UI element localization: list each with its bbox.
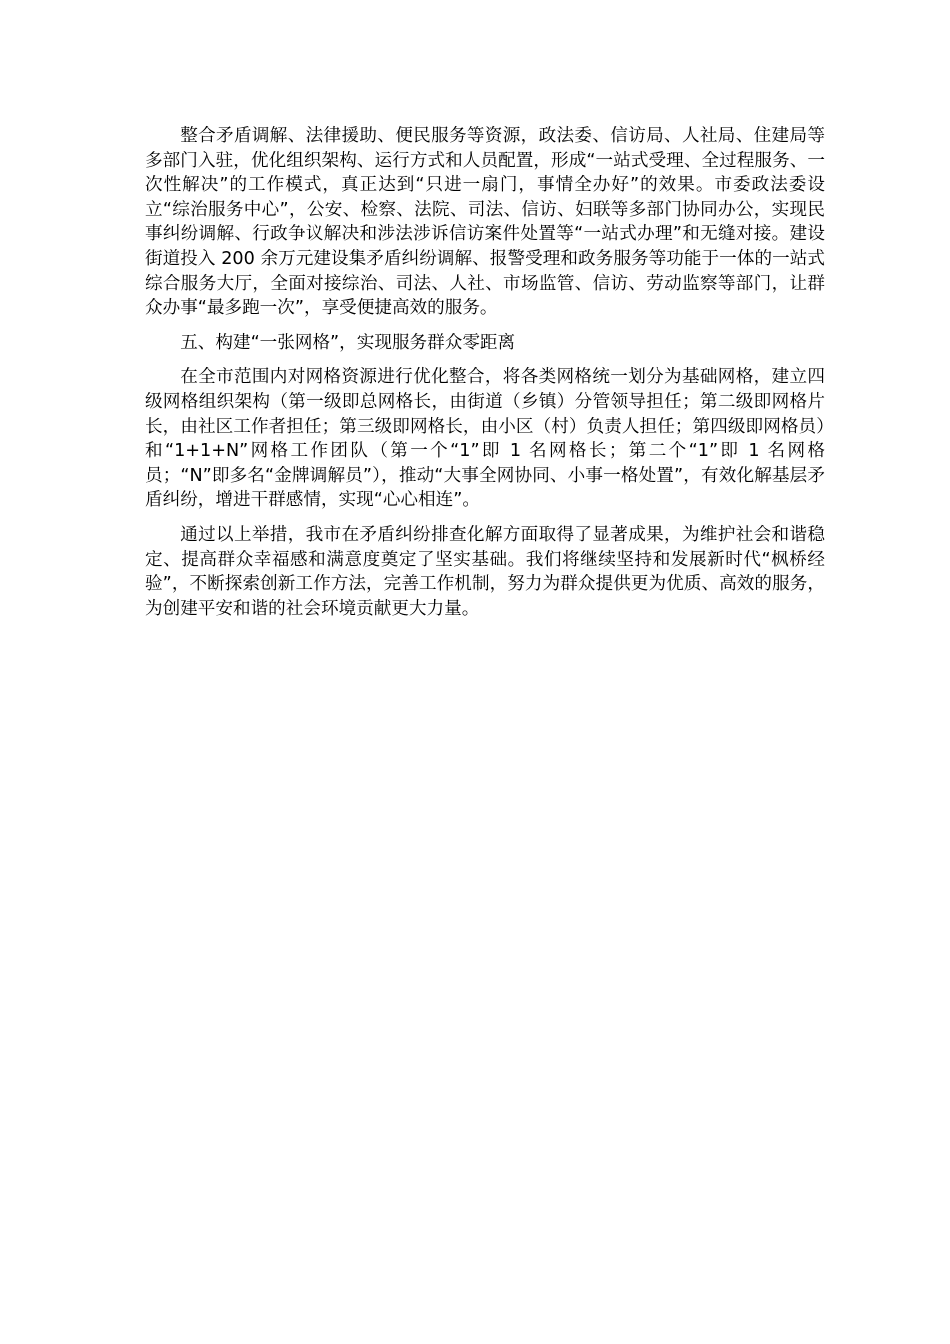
paragraph-grid: 在全市范围内对网格资源进行优化整合，将各类网格统一划分为基础网格，建立四级网格组织架构（第一级即总网格长，由街道（乡镇）分管领导担任；第二级即网格片长，由社区工作者担任；第三级即网格长，由小区（村）负责人担任；第四级即网格员）和“1+1+N”网格工作团队（第一个“1”即 1 名网格长；第二个“1”即 1 名网格员；“N”即多名“金牌调解员”），推动“大事全网协同、小事一格处置”，有效化解基层矛盾纠纷，增进干群感情，实现“心心相连”。 bbox=[145, 367, 825, 511]
section-heading-grid: 五、构建“一张网格”，实现服务群众零距离 bbox=[180, 332, 516, 353]
paragraph-integration: 整合矛盾调解、法律援助、便民服务等资源，政法委、信访局、人社局、住建局等多部门入驻，优化组织架构、运行方式和人员配置，形成“一站式受理、全过程服务、一次性解决”的工作模式，真正达到“只进一扇门，事情全办好”的效果。市委政法委设立“综治服务中心”，公安、检察、法院、司法、信访、妇联等多部门协同办公，实现民事纠纷调解、行政争议解决和涉法涉诉信访案件处置等“一站式办理”和无缝对接。建设街道投入 200 余万元建设集矛盾纠纷调解、报警受理和政务服务等功能于一体的一站式综合服务大厅，全面对接综治、司法、人社、市场监管、信访、劳动监察等部门，让群众办事“最多跑一次”，享受便捷高效的服务。 bbox=[145, 126, 825, 319]
paragraph-conclusion: 通过以上举措，我市在矛盾纠纷排查化解方面取得了显著成果，为维护社会和谐稳定、提高群众幸福感和满意度奠定了坚实基础。我们将继续坚持和发展新时代“枫桥经验”，不断探索创新工作方法，完善工作机制，努力为群众提供更为优质、高效的服务，为创建平安和谐的社会环境贡献更大力量。 bbox=[145, 524, 825, 619]
document-page bbox=[145, 124, 825, 631]
